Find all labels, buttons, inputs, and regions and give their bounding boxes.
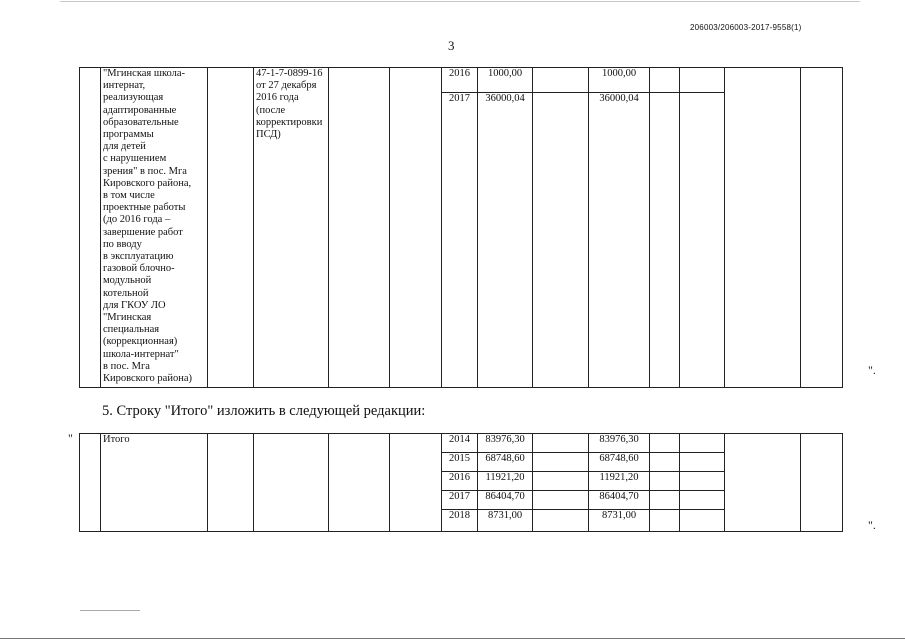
- empty-cell: [801, 68, 843, 388]
- scan-line-top: [60, 1, 860, 2]
- other-cell: [680, 491, 725, 510]
- local-cell: [650, 510, 680, 532]
- closing-quote-mark: ".: [868, 363, 876, 377]
- local-cell: [650, 453, 680, 472]
- federal-cell: [533, 510, 589, 532]
- total-label-cell: Итого: [101, 434, 208, 532]
- year-cell: 2017: [442, 93, 478, 388]
- instruction-heading: 5. Строку "Итого" изложить в следующей редакции:: [102, 403, 426, 419]
- federal-cell: [533, 93, 589, 388]
- closing-quote-mark: ".: [868, 518, 876, 532]
- regional-cell: 11921,20: [589, 472, 650, 491]
- row-number-cell: [80, 434, 101, 532]
- empty-cell: [725, 434, 801, 532]
- document-id: 206003/206003-2017-9558(1): [690, 23, 802, 32]
- year-cell: 2018: [442, 510, 478, 532]
- opening-quote-mark: ": [68, 431, 73, 445]
- year-cell: 2014: [442, 434, 478, 453]
- local-cell: [650, 472, 680, 491]
- other-cell: [680, 453, 725, 472]
- year-cell: 2016: [442, 472, 478, 491]
- total-cell: 11921,20: [478, 472, 533, 491]
- regional-cell: 68748,60: [589, 453, 650, 472]
- empty-cell: [390, 68, 442, 388]
- scan-line-bottom: [0, 638, 905, 639]
- year-cell: 2015: [442, 453, 478, 472]
- page-number: 3: [448, 38, 455, 53]
- other-cell: [680, 434, 725, 453]
- other-cell: [680, 472, 725, 491]
- local-cell: [650, 434, 680, 453]
- scan-line-mid: [80, 610, 140, 611]
- empty-cell: [725, 68, 801, 388]
- federal-cell: [533, 68, 589, 93]
- table-row: [80, 434, 843, 453]
- other-cell: [680, 93, 725, 388]
- empty-cell: [254, 434, 329, 532]
- local-cell: [650, 68, 680, 93]
- empty-cell: [208, 434, 254, 532]
- federal-cell: [533, 491, 589, 510]
- empty-cell: [801, 434, 843, 532]
- federal-cell: [533, 472, 589, 491]
- empty-cell: [208, 68, 254, 388]
- empty-cell: [329, 68, 390, 388]
- regional-cell: 8731,00: [589, 510, 650, 532]
- row-number-cell: [80, 68, 101, 388]
- year-cell: 2016: [442, 68, 478, 93]
- expertise-cell: 47-1-7-0899-16 от 27 декабря 2016 года (после корректировки ПСД): [254, 68, 329, 388]
- total-cell: 86404,70: [478, 491, 533, 510]
- regional-cell: 86404,70: [589, 491, 650, 510]
- local-cell: [650, 93, 680, 388]
- regional-cell: 1000,00: [589, 68, 650, 93]
- total-cell: 36000,04: [478, 93, 533, 388]
- regional-cell: 83976,30: [589, 434, 650, 453]
- regional-cell: 36000,04: [589, 93, 650, 388]
- total-cell: 83976,30: [478, 434, 533, 453]
- year-cell: 2017: [442, 491, 478, 510]
- empty-cell: [390, 434, 442, 532]
- federal-cell: [533, 434, 589, 453]
- total-cell: 68748,60: [478, 453, 533, 472]
- other-cell: [680, 68, 725, 93]
- local-cell: [650, 491, 680, 510]
- other-cell: [680, 510, 725, 532]
- table-row: [80, 68, 843, 93]
- federal-cell: [533, 453, 589, 472]
- object-name-cell: "Мгинская школа- интернат, реализующая адаптированные образовательные программы для детей с нарушением зрения" в пос. Мга Кировского района, в том числе проектные работы (до 2016 года – завершение работ по вводу в эксплуатацию газовой блочно- модульной котельной для ГКОУ ЛО "Мгинская специальная (коррекционная) школа-интернат" в пос. Мга Кировского района): [101, 68, 208, 388]
- total-cell: 8731,00: [478, 510, 533, 532]
- empty-cell: [329, 434, 390, 532]
- object-table: [79, 67, 843, 388]
- total-cell: 1000,00: [478, 68, 533, 93]
- total-table: [79, 433, 843, 532]
